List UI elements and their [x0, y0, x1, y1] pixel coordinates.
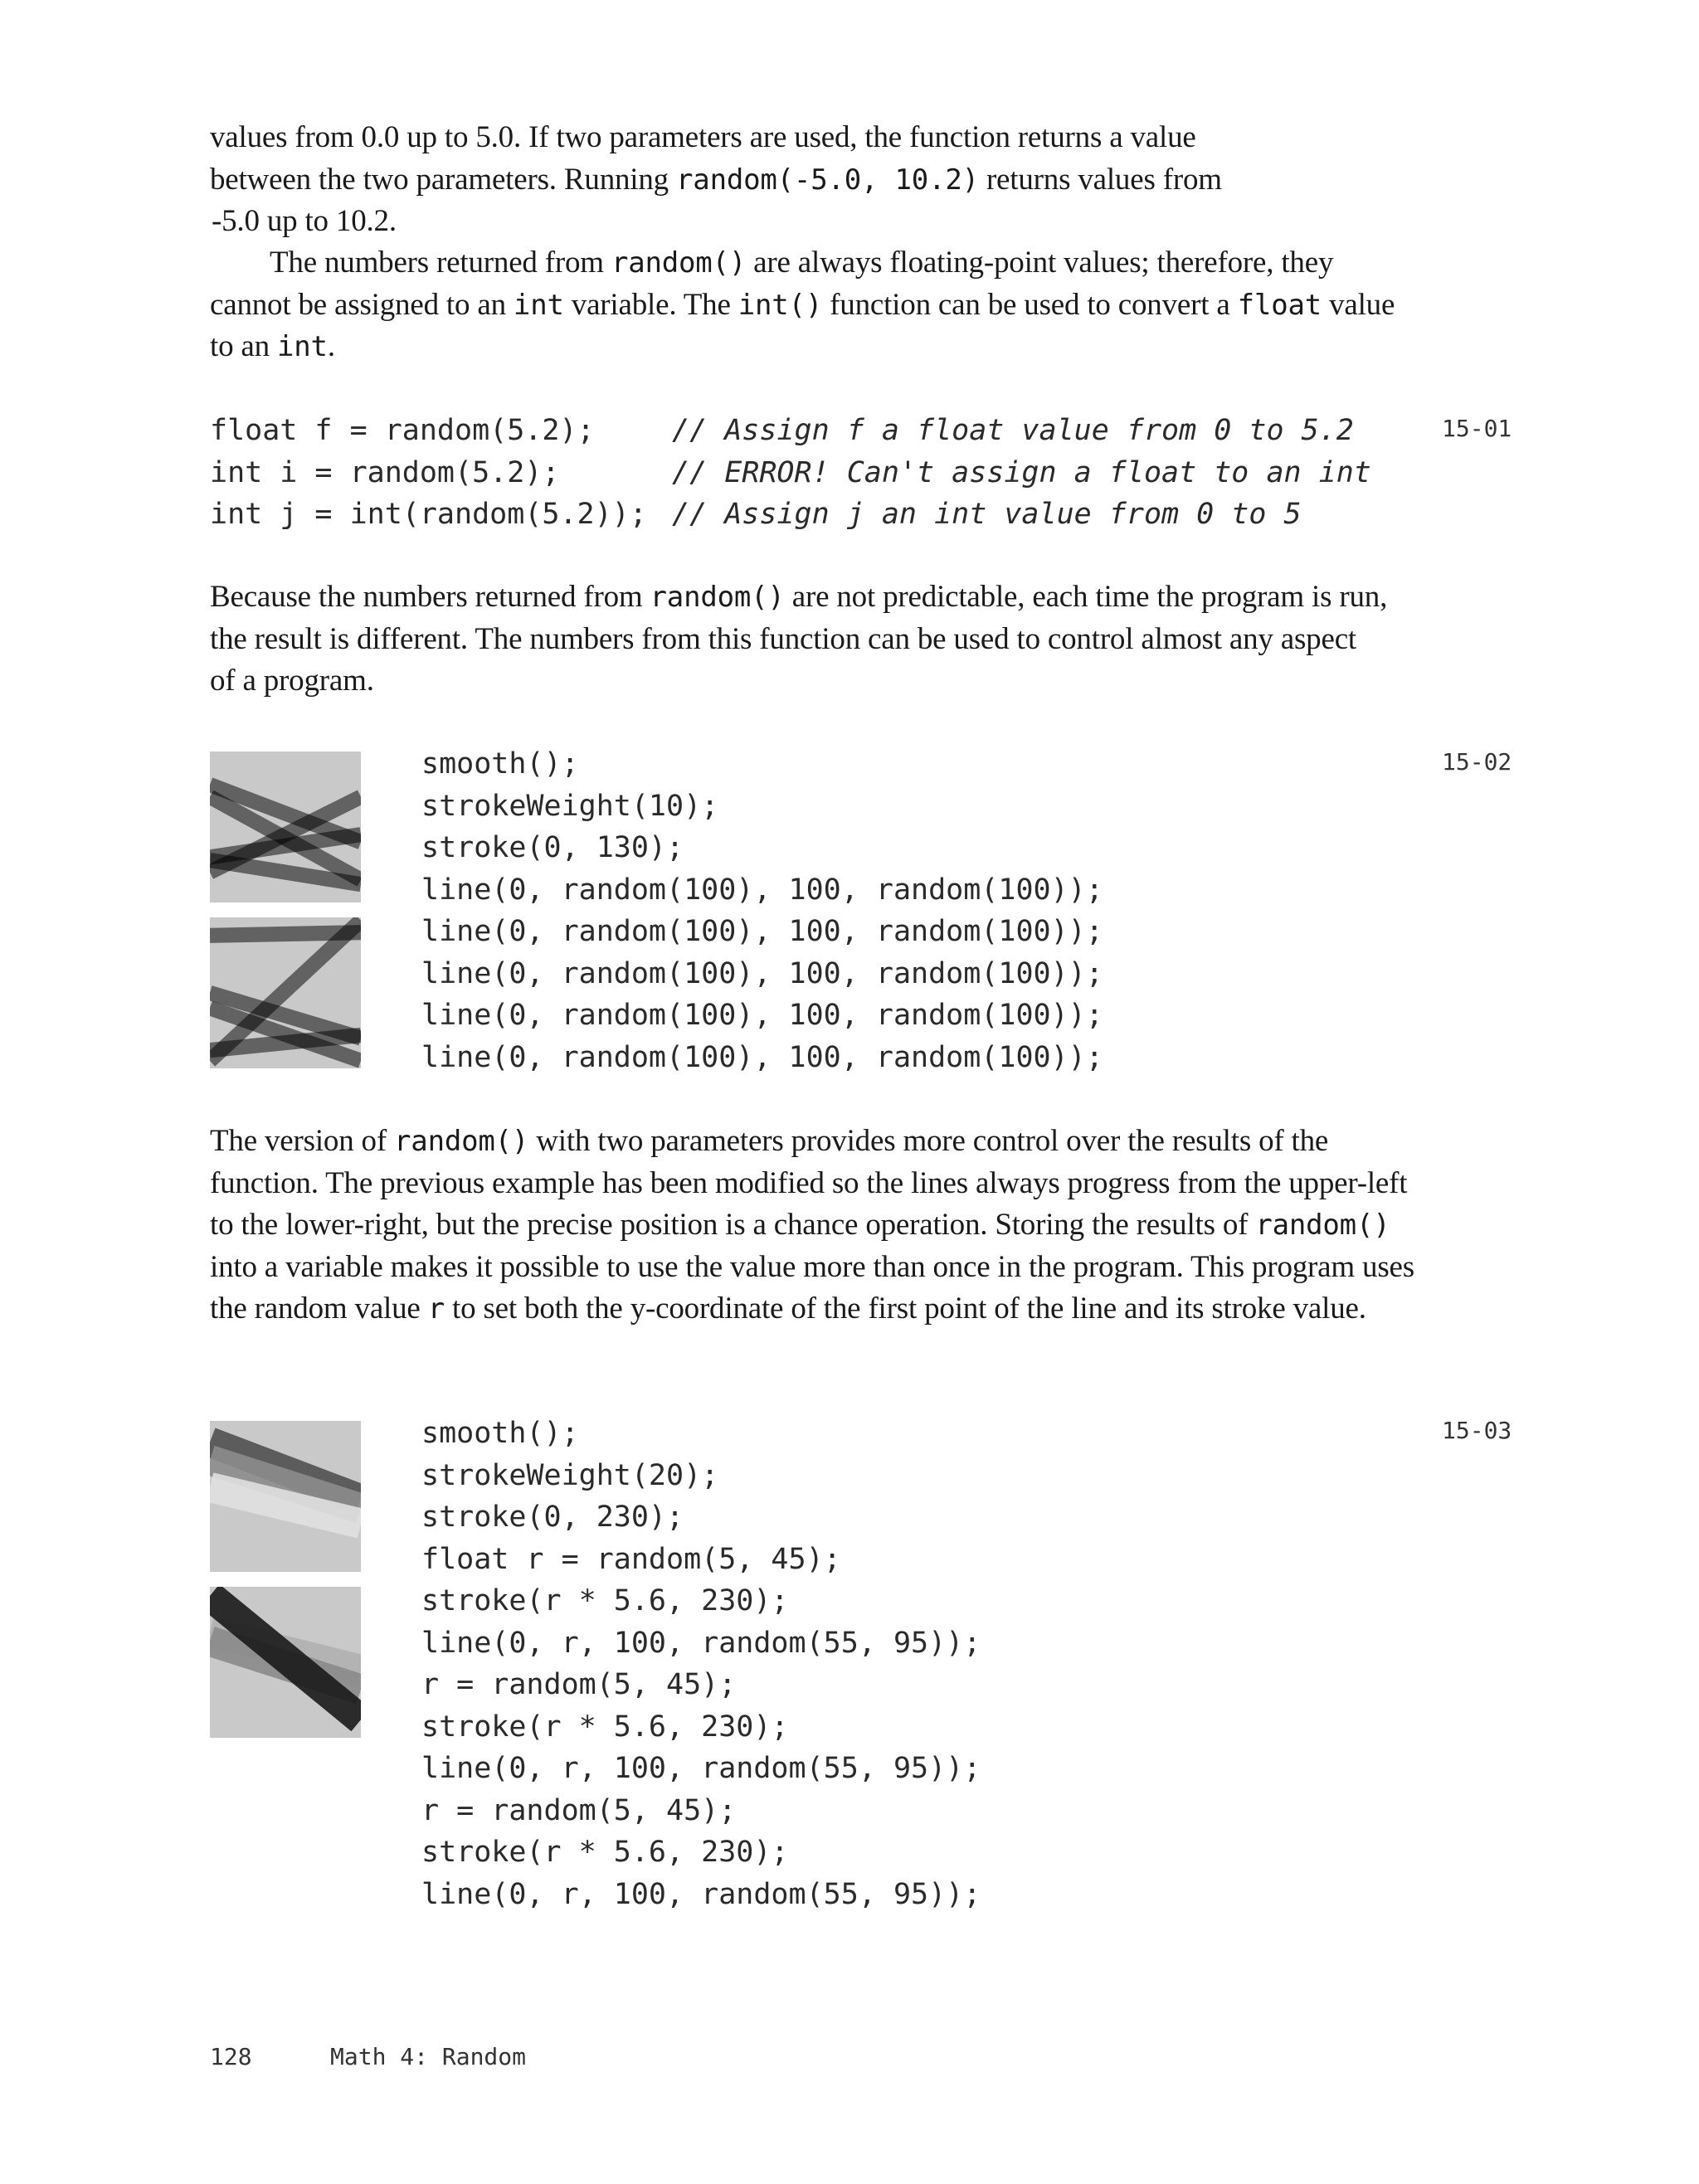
code-line: r = random(5, 45);: [421, 1668, 737, 1701]
code-block-15-02: [421, 743, 1103, 1078]
inline-code: random(-5.0, 10.2): [676, 163, 979, 197]
example-output-image-4: [210, 1587, 361, 1738]
inline-code: random(): [394, 1125, 529, 1158]
inline-code: random(): [611, 246, 747, 280]
code-line: stroke(r * 5.6, 230);: [421, 1710, 789, 1744]
code-line: line(0, r, 100, random(55, 95));: [421, 1752, 981, 1785]
code-comment: // ERROR! Can't assign a float to an int: [672, 455, 1371, 489]
code-line: line(0, random(100), 100, random(100));: [421, 915, 1103, 948]
paragraph-two-parameters: The version of random() with two parameters provides more control over the results of the function. The previous example has been modified so the lines always progress from the upper-left to the lower-right, but the precise position is a chance operation. Storing the results of random() into a variable makes it possible to use the value more than once in the program. This program uses the random value r to set both the y-coordinate of the first point of the line and its stroke value.: [210, 1124, 1414, 1325]
paragraph-unpredictable: Because the numbers returned from random() are not predictable, each time the program is run, the result is different. The numbers from this function can be used to control almost any aspect of a program.: [210, 580, 1388, 698]
inline-code: int: [513, 288, 564, 322]
inline-code: random(): [650, 581, 785, 614]
intro-line-3: -5.0 up to 10.2.: [212, 204, 397, 238]
code-line: strokeWeight(10);: [421, 789, 719, 823]
example-number: 15-02: [1442, 748, 1512, 776]
code-comment: // Assign j an int value from 0 to 5: [672, 498, 1302, 531]
code-line: float r = random(5, 45);: [421, 1542, 841, 1576]
example-output-image-2: [210, 917, 361, 1068]
code-line: stroke(0, 230);: [421, 1501, 684, 1534]
code-line: line(0, r, 100, random(55, 95));: [421, 1626, 981, 1660]
example-output-image-3: [210, 1421, 361, 1572]
inline-code: int: [277, 330, 328, 363]
code-comments-15-01: [672, 410, 1371, 536]
example-number: 15-01: [1442, 415, 1512, 442]
code-line: stroke(0, 130);: [421, 831, 684, 864]
code-line: int j = int(random(5.2));: [210, 498, 647, 531]
code-line: line(0, r, 100, random(55, 95));: [421, 1877, 981, 1911]
inline-code: r: [427, 1292, 445, 1325]
code-line: stroke(r * 5.6, 230);: [421, 1836, 789, 1869]
code-block-15-01: [210, 410, 647, 536]
paragraph-int-conversion: The numbers returned from random() are always floating-point values; therefore, they cannot be assigned to an int variable. The int() function can be used to convert a float value to an int.: [210, 246, 1395, 363]
code-line: smooth();: [421, 1417, 579, 1450]
inline-code: int(): [738, 288, 823, 322]
inline-code: random(): [1255, 1209, 1390, 1242]
code-line: line(0, random(100), 100, random(100));: [421, 999, 1103, 1032]
intro-paragraph: [210, 117, 1504, 243]
code-line: strokeWeight(20);: [421, 1458, 719, 1492]
page-number: 128: [210, 2043, 252, 2070]
inline-code: float: [1237, 288, 1322, 322]
example-output-image-1: [210, 752, 361, 902]
intro-line-2: between the two parameters. Running random(-5.0, 10.2) returns values from: [210, 162, 1222, 197]
code-line: r = random(5, 45);: [421, 1793, 737, 1827]
chapter-title: Math 4: Random: [330, 2043, 527, 2070]
code-line: int i = random(5.2);: [210, 455, 560, 489]
example-number: 15-03: [1442, 1417, 1512, 1444]
code-block-15-03: [421, 1413, 981, 1915]
code-line: line(0, random(100), 100, random(100));: [421, 956, 1103, 990]
code-line: float f = random(5.2);: [210, 414, 595, 447]
code-line: line(0, random(100), 100, random(100));: [421, 873, 1103, 907]
code-line: smooth();: [421, 747, 579, 781]
code-comment: // Assign f a float value from 0 to 5.2: [672, 414, 1354, 447]
code-line: line(0, random(100), 100, random(100));: [421, 1040, 1103, 1074]
intro-line-1: values from 0.0 up to 5.0. If two parameters are used, the function returns a value: [210, 120, 1196, 154]
code-line: stroke(r * 5.6, 230);: [421, 1584, 789, 1617]
